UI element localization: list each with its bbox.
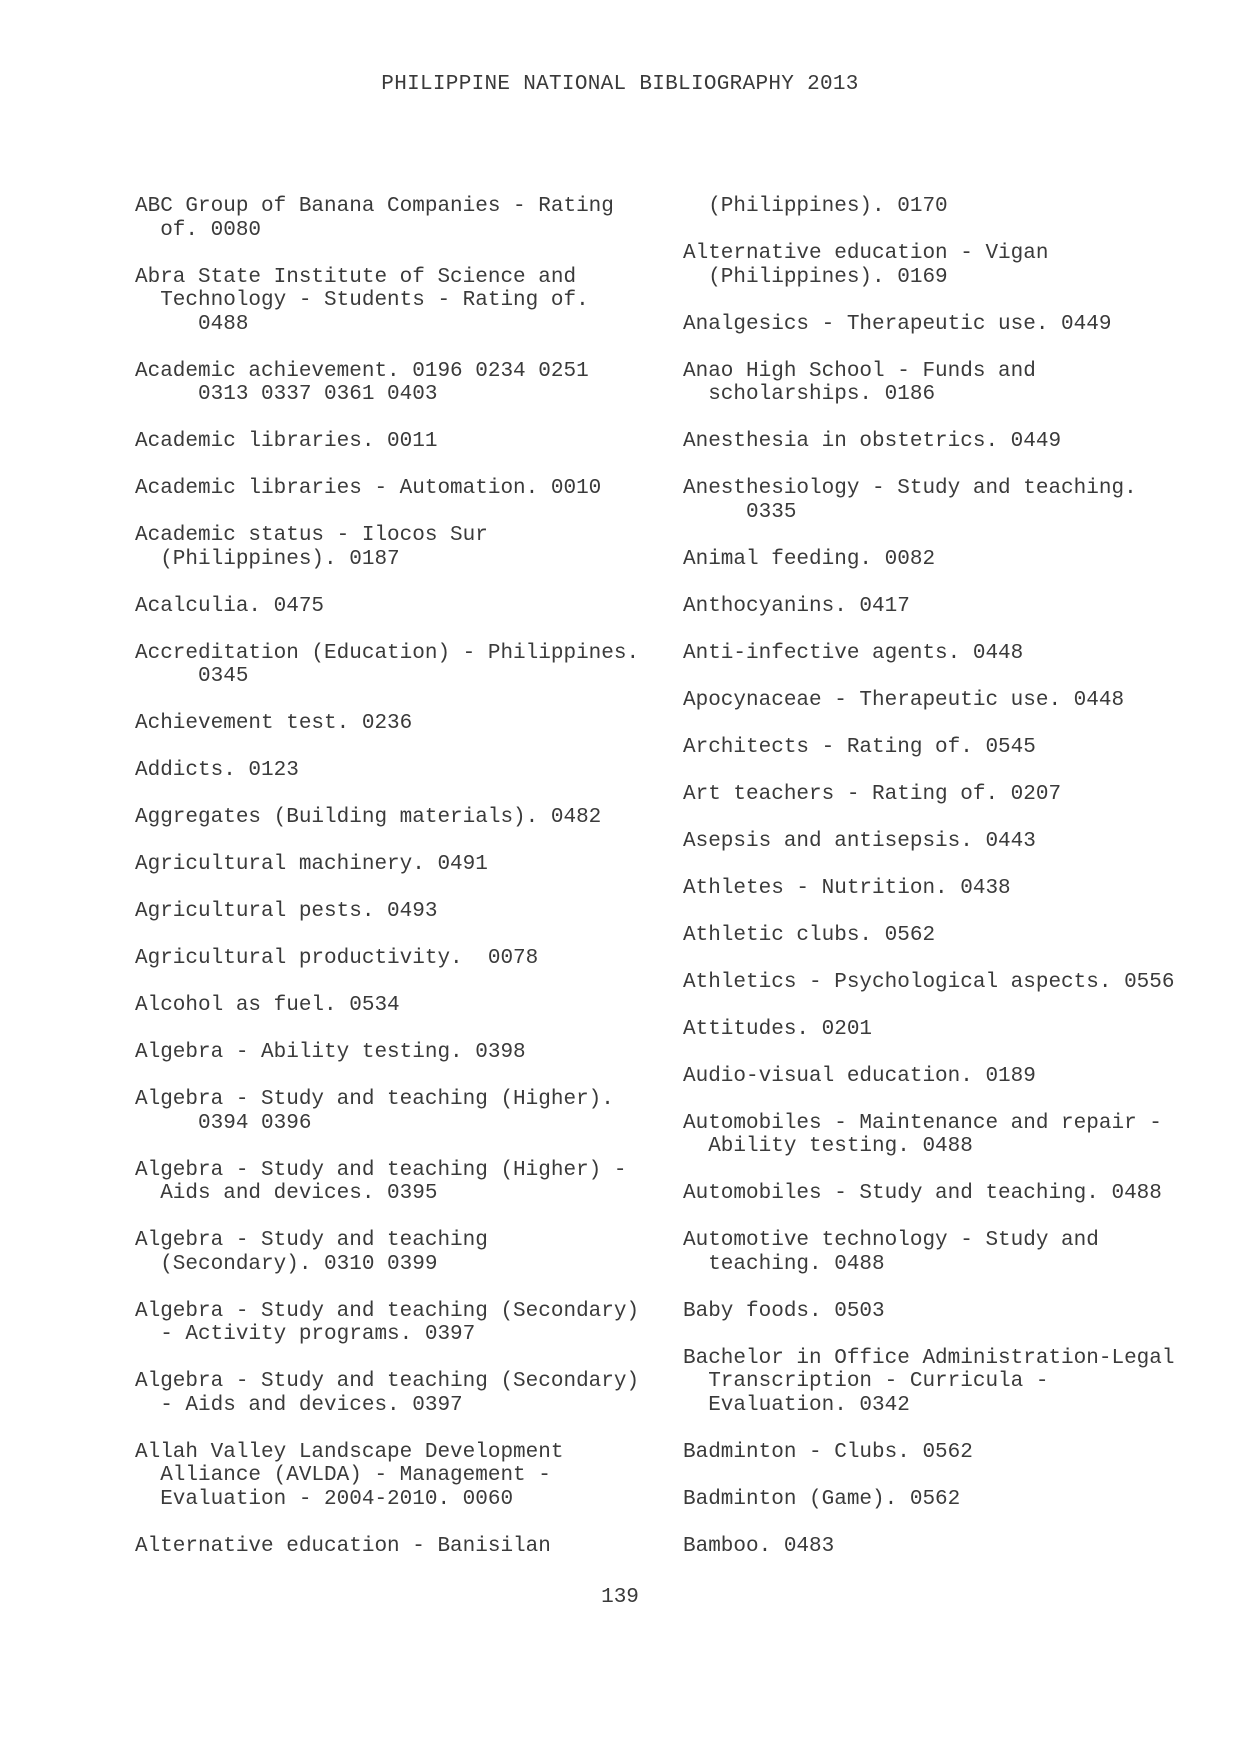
index-entry	[135, 1229, 675, 1276]
index-entry-line: Athletic clubs. 0562	[683, 923, 936, 947]
index-entry-line: Analgesics - Therapeutic use. 0449	[683, 312, 1112, 336]
index-entry-line: Acalculia. 0475	[135, 594, 325, 618]
index-entry-line: Academic achievement. 0196 0234 0251	[135, 359, 589, 383]
index-entry-line: 0394 0396	[135, 1111, 312, 1135]
index-entry-line: of. 0080	[135, 218, 262, 242]
index-entry	[683, 430, 1223, 454]
index-entry	[135, 1041, 675, 1065]
index-entry	[683, 1347, 1223, 1418]
index-entry-line: Bachelor in Office Administration-Legal	[683, 1346, 1175, 1370]
index-entry	[683, 877, 1223, 901]
index-entry	[683, 924, 1223, 948]
index-entry	[683, 642, 1223, 666]
index-entry-line: Technology - Students - Rating of.	[135, 289, 589, 312]
index-entry-line: Algebra - Study and teaching (Higher).	[135, 1088, 614, 1111]
index-entry-line: (Philippines). 0170	[683, 195, 948, 218]
index-entry	[683, 830, 1223, 854]
index-entry	[135, 1088, 675, 1135]
index-entry-line: Achievement test. 0236	[135, 712, 413, 735]
index-entry-line: Algebra - Study and teaching (Secondary)	[135, 1299, 640, 1323]
index-entry-line: Athletics - Psychological aspects. 0556	[683, 970, 1175, 994]
index-entry	[135, 1159, 675, 1206]
index-entry-line: Anthocyanins. 0417	[683, 594, 910, 618]
index-entry	[135, 806, 675, 830]
index-entry	[135, 712, 675, 736]
index-entry-line: Automobiles - Maintenance and repair -	[683, 1111, 1162, 1135]
index-entry-line: (Philippines). 0187	[135, 547, 400, 571]
index-entry	[683, 195, 1223, 219]
index-entry	[683, 242, 1223, 289]
index-entry-line: Badminton - Clubs. 0562	[683, 1440, 973, 1464]
index-entry-line: Aggregates (Building materials). 0482	[135, 806, 602, 829]
index-entry-line: scholarships. 0186	[683, 383, 936, 406]
index-entry-line: Alcohol as fuel. 0534	[135, 994, 400, 1017]
index-entry-line: - Aids and devices. 0397	[135, 1393, 463, 1417]
index-entry-line: 0335	[683, 500, 797, 524]
index-entry-line: (Secondary). 0310 0399	[135, 1252, 438, 1276]
index-entry-line: Algebra - Study and teaching (Higher) -	[135, 1158, 627, 1182]
index-entry-line: Anesthesia in obstetrics. 0449	[683, 430, 1062, 453]
index-entry	[135, 947, 675, 971]
index-entry	[683, 1112, 1223, 1159]
index-entry	[135, 642, 675, 689]
index-entry-line: Alliance (AVLDA) - Management -	[135, 1464, 551, 1487]
index-entry-line: Agricultural machinery. 0491	[135, 853, 488, 876]
index-entry-line: ABC Group of Banana Companies - Rating	[135, 195, 614, 218]
index-entry	[683, 1018, 1223, 1042]
index-entry-line: Anti-infective agents. 0448	[683, 641, 1024, 665]
index-entry-line: Abra State Institute of Science and	[135, 265, 577, 289]
index-entry-line: Automotive technology - Study and	[683, 1229, 1099, 1252]
index-entry-line: Automobiles - Study and teaching. 0488	[683, 1182, 1162, 1205]
index-entry-line: Badminton (Game). 0562	[683, 1487, 961, 1511]
index-entry-line: Evaluation. 0342	[683, 1393, 910, 1417]
index-entry-line: Ability testing. 0488	[683, 1135, 973, 1158]
index-entry	[683, 1441, 1223, 1465]
index-entry-line: Art teachers - Rating of. 0207	[683, 782, 1062, 806]
index-entry-line: Agricultural productivity. 0078	[135, 947, 539, 970]
index-entry-line: Asepsis and antisepsis. 0443	[683, 829, 1036, 853]
index-entry	[135, 900, 675, 924]
index-entry	[683, 1300, 1223, 1324]
index-entry	[683, 689, 1223, 713]
index-entry-line: Academic libraries - Automation. 0010	[135, 477, 602, 500]
index-entry	[135, 477, 675, 501]
index-entry	[683, 1535, 1223, 1559]
index-entry-line: 0488	[135, 312, 249, 336]
index-entry-line: Anao High School - Funds and	[683, 359, 1036, 383]
index-entry	[683, 1488, 1223, 1512]
index-entry-line: Allah Valley Landscape Development	[135, 1440, 564, 1464]
index-entry	[683, 1182, 1223, 1206]
index-entry	[683, 548, 1223, 572]
index-entry-line: 0345	[135, 665, 249, 688]
index-entry-line: Academic libraries. 0011	[135, 430, 438, 453]
index-entry	[683, 477, 1223, 524]
index-entry	[135, 524, 675, 571]
index-entry-line: Transcription - Curricula -	[683, 1370, 1049, 1393]
index-entry-line: Academic status - Ilocos Sur	[135, 524, 488, 547]
index-entry-line: Architects - Rating of. 0545	[683, 735, 1036, 759]
index-entry	[683, 971, 1223, 995]
index-entry-line: Agricultural pests. 0493	[135, 900, 438, 923]
index-entry-line: Baby foods. 0503	[683, 1299, 885, 1323]
index-entry	[683, 313, 1223, 337]
index-entry	[135, 1441, 675, 1512]
index-entry	[135, 1370, 675, 1417]
index-entry	[135, 1535, 675, 1559]
index-entry-line: Algebra - Study and teaching	[135, 1229, 488, 1252]
page-header: PHILIPPINE NATIONAL BIBLIOGRAPHY 2013	[381, 73, 859, 96]
index-entry-line: Bamboo. 0483	[683, 1534, 835, 1558]
index-entry	[135, 994, 675, 1018]
index-entry	[683, 736, 1223, 760]
index-entry-line: teaching. 0488	[683, 1252, 885, 1276]
index-entry-line: 0313 0337 0361 0403	[135, 383, 438, 406]
index-entry-line: Audio-visual education. 0189	[683, 1064, 1036, 1088]
index-entry-line: Anesthesiology - Study and teaching.	[683, 477, 1137, 500]
index-entry	[683, 1229, 1223, 1276]
index-entry-line: - Activity programs. 0397	[135, 1323, 476, 1346]
index-entry	[135, 266, 675, 337]
index-entry-line: Aids and devices. 0395	[135, 1182, 438, 1205]
index-entry	[683, 595, 1223, 619]
index-entry	[135, 195, 675, 242]
index-entry	[683, 360, 1223, 407]
index-entry-line: (Philippines). 0169	[683, 265, 948, 289]
index-entry-line: Alternative education - Banisilan	[135, 1534, 551, 1558]
index-column-left	[135, 195, 675, 1582]
index-entry	[135, 1300, 675, 1347]
index-entry	[135, 430, 675, 454]
index-entry-line: Algebra - Study and teaching (Secondary)	[135, 1370, 640, 1393]
index-entry-line: Athletes - Nutrition. 0438	[683, 876, 1011, 900]
index-entry-line: Algebra - Ability testing. 0398	[135, 1041, 526, 1064]
index-entry	[683, 1065, 1223, 1089]
index-entry	[135, 759, 675, 783]
index-entry-line: Accreditation (Education) - Philippines.	[135, 641, 640, 665]
index-column-right	[683, 195, 1223, 1582]
index-entry	[135, 853, 675, 877]
index-entry	[135, 360, 675, 407]
index-entry-line: Attitudes. 0201	[683, 1017, 873, 1041]
index-entry-line: Evaluation - 2004-2010. 0060	[135, 1487, 514, 1511]
index-entry-line: Alternative education - Vigan	[683, 242, 1049, 265]
index-entry-line: Animal feeding. 0082	[683, 547, 936, 571]
index-entry	[683, 783, 1223, 807]
index-entry	[135, 595, 675, 619]
page-number: 139	[601, 1586, 639, 1609]
index-entry-line: Apocynaceae - Therapeutic use. 0448	[683, 688, 1125, 712]
index-entry-line: Addicts. 0123	[135, 759, 299, 782]
